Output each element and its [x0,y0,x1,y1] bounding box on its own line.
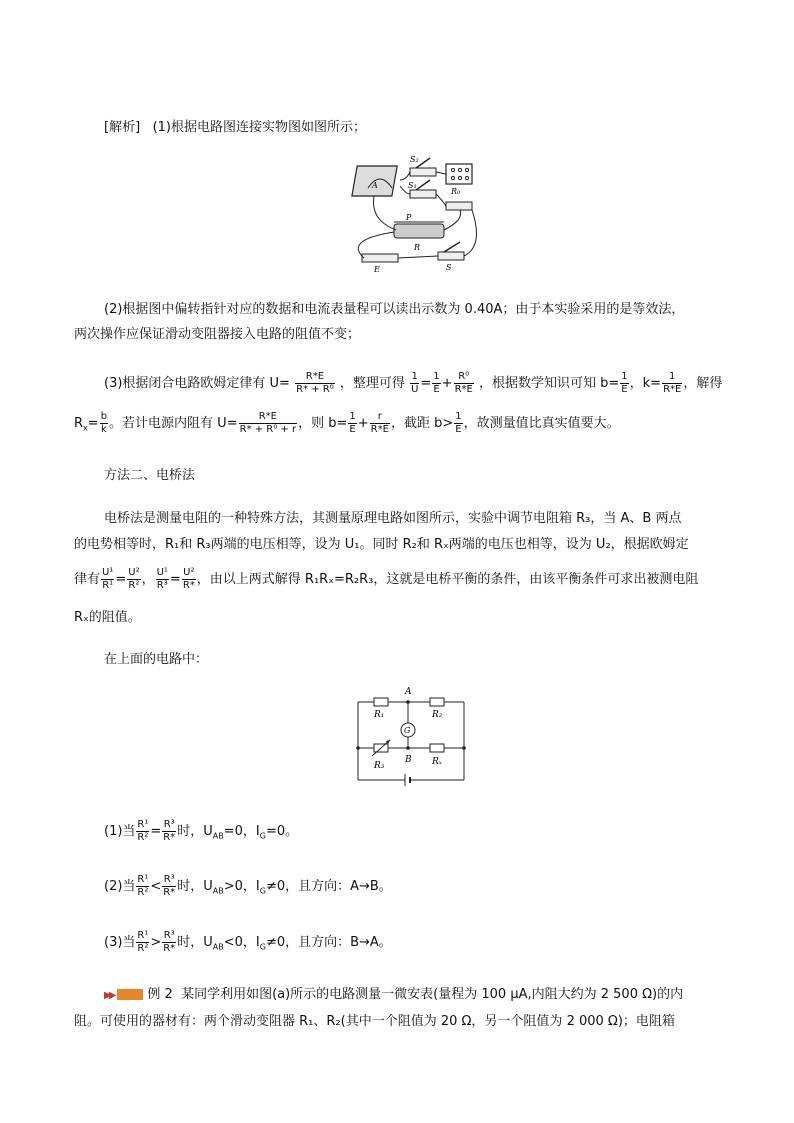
resistor-r2 [430,698,444,706]
switch-s2 [410,168,436,176]
frac-10-num: r [370,411,390,424]
example-marker-icon [117,989,143,1000]
photo-label-e: E [374,265,380,274]
c3-frac-a-den: R² [137,943,149,954]
c1-sub2: G [259,831,266,841]
frac-10-den: R*E [370,424,389,435]
c1-rest2: =0。 [265,824,299,839]
frac-6-den: R*E [663,384,682,395]
frac-u2r2 [127,567,140,592]
frac-u1r3-num: U¹ [156,567,168,578]
c1-frac-b-num: R³ [163,819,175,830]
frac-7-num: b [100,411,108,422]
c1-frac-a [136,819,149,844]
frac-u2rx [182,567,196,592]
analysis-p2-line2: 两次操作应保证滑动变阻器接入电路的阻值不变； [74,327,361,342]
c1-post: 时，U [177,824,213,839]
frac-5-den: E [621,384,628,395]
frac-u1r1-num: U¹ [102,567,114,578]
frac-4 [454,371,474,396]
c1-frac-a-den: R² [137,832,149,843]
c3-sub2: G [259,942,266,952]
c3-pre: (3)当 [104,935,136,950]
switch-s1 [410,190,436,198]
method-line4: Rₓ的阻值。 [74,610,141,625]
p3-i: ，则 b= [298,416,348,431]
frac-6 [662,371,682,396]
double-arrow-icon: ▶▶ [104,990,114,1001]
photo-label-s: S [446,263,452,272]
c2-pre: (2)当 [104,879,136,894]
label-r2: R₂ [432,710,443,720]
analysis-p3-line2: $R_x=$ $\frac{b}{k}$ 。若计电源内阻有 U= $\frac{R*E}{\text{R* + R⁰ + r}}$ ，则 b= $\frac{1}{E}$ + $\frac{r}{R*E}$ ，截距 b> $\frac{1}{E}$ ，故测量值比真实值要大。 [74,411,620,435]
label-g: G [404,726,411,735]
p3-e: ，解得 [683,376,723,391]
frac-8-num: R*E [239,411,298,424]
node-a: A [405,687,412,697]
node-b: B [405,755,412,765]
frac-5-num: 1 [621,371,628,382]
frac-u2r2-num: U² [128,567,140,578]
resistor-rx [430,744,444,752]
p3-a: (3)根据闭合电路欧姆定律有 U= [104,376,290,391]
condition-2 [104,873,716,905]
method-line2: 的电势相等时，R₁和 R₃两端的电压相等，设为 U₁。同时 R₂和 Rₓ两端的电压也相等，设为 U₂，根据欧姆定 [74,537,689,552]
p3-b: ，整理可得 [339,376,405,391]
c2-frac-a-den: R² [137,887,149,898]
bridge-circuit [350,684,472,790]
c2-frac-b-den: R* [163,887,176,898]
p3-d: ，k= [629,376,662,391]
frac-6-num: 1 [662,371,682,384]
frac-3 [432,371,440,396]
frac-11 [454,411,462,436]
frac-1-num: R*E [295,371,335,384]
analysis-p2-line1: (2)根据图中偏转指针对应的数据和电流表量程可以读出示数为 0.40A；由于本实验采用的是等效法， [104,302,685,317]
frac-1-den: R* + R⁰ [296,384,334,395]
photo-label-s1: S₁ [408,181,417,190]
c2-rest: >0，I [223,879,260,894]
frac-u1r1 [101,567,114,592]
c2-op: < [150,879,162,894]
analysis-p3-line1: (3)根据闭合电路欧姆定律有 U= $\frac{R*E}{\text{R* + R⁰}}$ ，整理可得 $\frac{1}{U}$ = $\frac{1}{E}$ + $\frac{\text{R⁰}}{R*E}$ ，根据数学知识可知 b= $\frac{1}{E}$ ，k= $\frac{1}{R*E}$ ，解得 [104,371,723,395]
photo-label-a: A [372,181,378,190]
c2-frac-b-num: R³ [163,874,175,885]
frac-2-num: 1 [411,371,418,382]
p3-j: ，截距 b> [390,416,454,431]
frac-5 [620,371,628,396]
c2-rest2: ≠0，且方向：A→B。 [265,879,392,894]
method-title: 方法二、电桥法 [104,468,196,483]
analysis-tag: [解析] [104,120,141,135]
switch-s [438,252,464,260]
photo-label-s2: S₂ [410,155,419,164]
p3-k: ，故测量值比真实值要大。 [463,416,620,431]
frac-2-den: U [411,384,419,395]
frac-3-den: E [433,384,440,395]
frac-9-num: 1 [349,411,356,422]
example-line2: 阻。可使用的器材有：两个滑动变阻器 R₁、R₂(其中一个阻值为 20 Ω，另一个阻值为 2 000 Ω)；电阻箱 [74,1014,675,1029]
frac-4-den: R*E [454,384,473,395]
c3-rest2: ≠0，且方向：B→A。 [265,935,392,950]
frac-2 [410,371,419,396]
c3-post: 时，U [177,935,213,950]
c3-rest: <0，I [223,935,260,950]
c3-frac-b-num: R³ [163,930,175,941]
c2-frac-b [162,874,176,899]
c2-sub2: G [259,886,266,896]
condition-3 [104,929,716,961]
frac-u2rx-num: U² [183,567,195,578]
frac-7 [100,411,108,436]
frac-8 [239,411,298,436]
frac-3-num: 1 [433,371,440,382]
method-line1: 电桥法是测量电阻的一种特殊方法，其测量原理电路如图所示，实验中调节电阻箱 R₃，当 A、B 两点 [104,511,682,526]
c1-op: = [150,824,162,839]
frac-u2r2-den: R² [128,580,140,591]
c1-frac-b-den: R* [163,832,176,843]
c3-frac-b [162,930,176,955]
c1-frac-b [162,819,176,844]
c3-frac-a-num: R¹ [137,930,149,941]
c2-frac-a-num: R¹ [137,874,149,885]
method-intro: 在上面的电路中： [104,652,209,667]
battery [362,254,398,262]
p3-c: ，根据数学知识可知 b= [479,376,620,391]
frac-1 [295,371,335,396]
resistor-r1 [374,698,388,706]
p3-f: R [74,416,84,431]
frac-11-den: E [455,424,462,435]
method-line3: 律有 $\frac{\text{U¹}}{\text{R¹}}$ = $\frac{\text{U²}}{\text{R²}}$ ， $\frac{\text{U¹}}{\text{R³}}$ = $\frac{\text{U²}}{R*}$ ，由以上两式解得 R₁Rₓ=R₂R₃，这就是电桥平衡的条件，由该平衡条件可求出被测电阻 [74,567,699,591]
p3-g: = [87,416,99,431]
analysis-p1-text: (1)根据电路图连接实物图如图所示； [152,120,366,135]
c2-frac-a [136,874,149,899]
frac-7-den: k [100,424,107,435]
rheostat [394,224,444,238]
c1-pre: (1)当 [104,824,136,839]
frac-u1r1-den: R¹ [102,580,114,591]
photo-label-r0: R₀ [451,187,461,196]
label-rx: Rₓ [432,757,442,767]
condition-1 [104,818,716,850]
label-r1: R₁ [374,710,385,720]
c2-sub: AB [212,886,224,896]
photo-label-p: P [406,213,412,222]
frac-10 [370,411,390,436]
c3-frac-a [136,930,149,955]
c1-frac-a-num: R¹ [137,819,149,830]
c2-post: 时，U [177,879,213,894]
frac-u1r3-den: R³ [156,580,168,591]
frac-9 [348,411,356,436]
example-label: 例 2 [147,987,173,1002]
c3-op: > [150,935,162,950]
p3-h: 。若计电源内阻有 U= [109,416,238,431]
example-line1 [104,981,716,1009]
frac-9-den: E [349,424,356,435]
l3-b: ，由以上两式解得 R₁Rₓ=R₂R₃，这就是电桥平衡的条件，由该平衡条件可求出被测电阻 [196,572,699,587]
c3-sub: AB [212,942,224,952]
frac-4-num: R⁰ [454,371,474,384]
c1-sub: AB [212,831,224,841]
photo-label-r: R [414,243,421,252]
resistance-box [446,164,472,184]
analysis-p1 [104,114,716,141]
l3-a: 律有 [74,572,101,587]
frac-u1r3 [156,567,169,592]
c3-frac-b-den: R* [163,943,176,954]
label-r3: R₃ [374,761,385,771]
frac-u2rx-den: R* [182,580,195,591]
frac-8-den: R* + R⁰ + r [239,424,297,435]
example-l1: 某同学利用如图(a)所示的电路测量一微安表(量程为 100 μA,内阻大约为 2 500 Ω)的内 [181,987,684,1002]
c1-rest: =0，I [223,824,260,839]
apparatus-figure [334,150,494,276]
frac-11-num: 1 [455,411,462,422]
